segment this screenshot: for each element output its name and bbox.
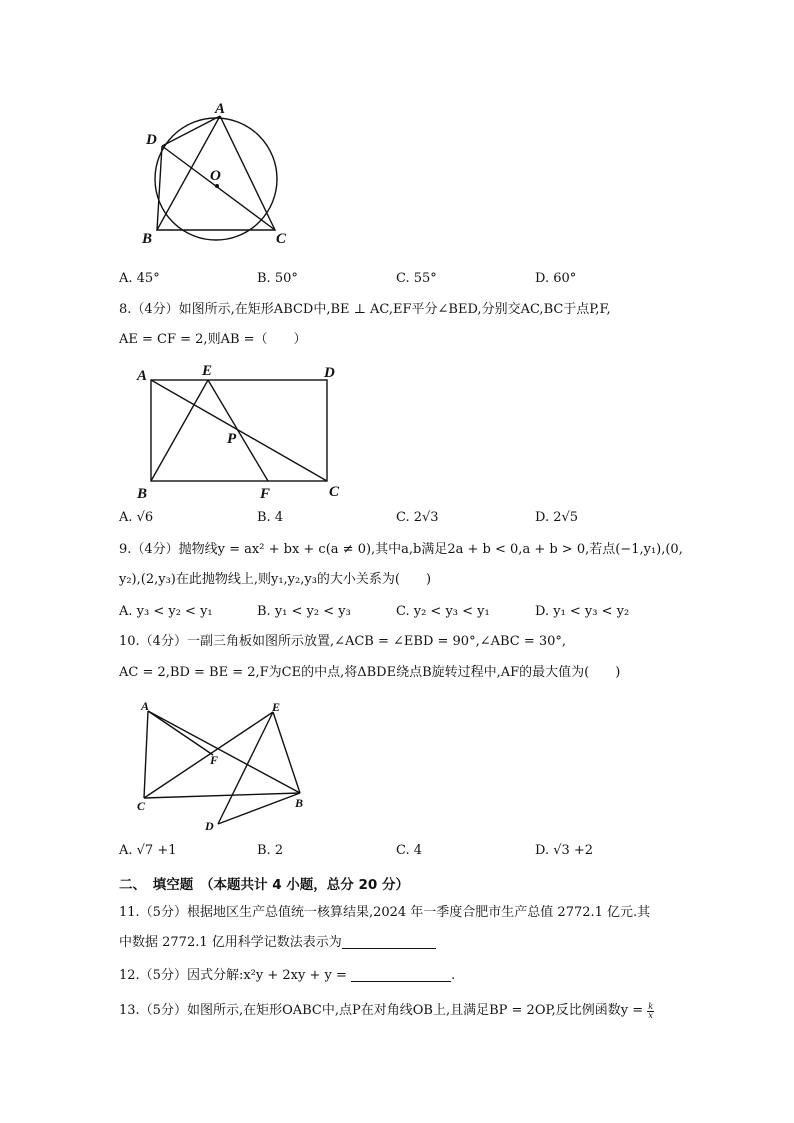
q8-label-f: F — [260, 486, 271, 502]
q10-stem-line1: 10.（4分）一副三角板如图所示放置,∠ACB = ∠EBD = 90°,∠ABC = 30°, — [119, 634, 567, 649]
q8-option-d[interactable]: D. 2√5 — [535, 510, 579, 525]
q10-option-b[interactable]: B. 2 — [257, 843, 284, 858]
q10-segment-cb — [144, 793, 300, 798]
q7-segment-db — [157, 146, 162, 230]
q10-option-c[interactable]: C. 4 — [396, 843, 423, 858]
q12-stem-tail: . — [450, 968, 456, 983]
q8-label-d: D — [324, 365, 335, 381]
q7-option-d[interactable]: D. 60° — [535, 271, 577, 286]
q8-stem-line1: 8.（4分）如图所示,在矩形ABCD中,BE ⊥ AC,EF平分∠BED,分别交AC,BC于点P,F, — [119, 302, 611, 317]
q8-label-e: E — [202, 363, 213, 379]
q10-segment-af — [148, 711, 213, 755]
q8-figure — [132, 360, 352, 505]
q7-label-d: D — [146, 132, 157, 148]
q9-option-c[interactable]: C. y₂ < y₃ < y₁ — [396, 604, 490, 619]
q8-label-p: P — [227, 431, 237, 447]
q8-diagonal-ac — [151, 380, 327, 481]
q7-option-b[interactable]: B. 50° — [257, 271, 298, 286]
q8-stem-line2: AE = CF = 2,则AB =（ ） — [119, 332, 307, 347]
q7-figure — [130, 98, 300, 248]
q10-label-f: F — [210, 753, 219, 767]
q11-stem-line2: 中数据 2772.1 亿用科学记数法表示为 — [119, 935, 342, 950]
q7-option-a[interactable]: A. 45° — [119, 271, 160, 286]
q10-label-b: B — [295, 796, 304, 810]
q10-label-e: E — [272, 700, 281, 714]
q10-figure — [132, 696, 322, 836]
q10-segment-ce — [144, 712, 273, 798]
q10-segment-ac — [144, 711, 148, 798]
q10-label-d: D — [205, 819, 214, 833]
q9-option-b[interactable]: B. y₁ < y₂ < y₃ — [257, 604, 351, 619]
q8-label-a: A — [137, 368, 148, 384]
q8-segment-ef — [208, 380, 268, 481]
q11-answer-blank[interactable] — [342, 934, 436, 949]
q13-fraction-denominator: x — [648, 1011, 653, 1020]
q8-label-c: C — [329, 484, 340, 500]
section-2-heading: 二、 填空题 （本题共计 4 小题，总分 20 分） — [119, 877, 409, 893]
q7-center-point — [215, 184, 219, 188]
q12-stem-line1: 12.（5分）因式分解:x²y + 2xy + y = — [119, 968, 347, 983]
q7-label-o: O — [210, 168, 221, 184]
q8-option-a[interactable]: A. √6 — [119, 510, 154, 525]
q10-label-c: C — [137, 799, 146, 813]
q11-stem-line2-wrap — [119, 934, 436, 952]
q8-label-b: B — [137, 486, 148, 502]
q10-option-d[interactable]: D. √3 +2 — [535, 843, 594, 858]
q7-segment-dc — [162, 146, 275, 230]
q11-stem-line1: 11.（5分）根据地区生产总值统一核算结果,2024 年一季度合肥市生产总值 2772.1 亿元.其 — [119, 905, 651, 920]
q13-stem-line1: 13.（5分）如图所示,在矩形OABC中,点P在对角线OB上,且满足BP = 2OP,反比例函数y = — [119, 1003, 644, 1018]
q10-segment-ed — [218, 712, 273, 824]
q12-stem-wrap — [119, 967, 455, 985]
q7-option-c[interactable]: C. 55° — [396, 271, 437, 286]
q7-label-c: C — [276, 231, 287, 247]
q13-fraction-numerator: k — [648, 1002, 654, 1011]
q13-fraction — [647, 1003, 654, 1020]
q8-option-c[interactable]: C. 2√3 — [396, 510, 439, 525]
q12-answer-blank[interactable] — [351, 967, 451, 982]
q10-label-a: A — [141, 699, 150, 713]
q8-segment-be — [151, 380, 208, 481]
q10-stem-line2: AC = 2,BD = BE = 2,F为CE的中点,将ΔBDE绕点B旋转过程中,AF的最大值为( ) — [119, 665, 621, 680]
q10-option-a[interactable]: A. √7 +1 — [119, 843, 177, 858]
q9-stem-line1: 9.（4分）抛物线y = ax² + bx + c(a ≠ 0),其中a,b满足2a + b < 0,a + b > 0,若点(−1,y₁),(0, — [119, 542, 683, 557]
q8-option-b[interactable]: B. 4 — [257, 510, 284, 525]
q9-option-a[interactable]: A. y₃ < y₂ < y₁ — [119, 604, 213, 619]
q7-label-b: B — [142, 231, 153, 247]
q9-stem-line2: y₂),(2,y₃)在此抛物线上,则y₁,y₂,y₃的大小关系为( ) — [119, 572, 432, 587]
q13-stem-wrap — [119, 1002, 654, 1020]
q9-option-d[interactable]: D. y₁ < y₃ < y₂ — [535, 604, 630, 619]
q7-label-a: A — [215, 101, 226, 117]
